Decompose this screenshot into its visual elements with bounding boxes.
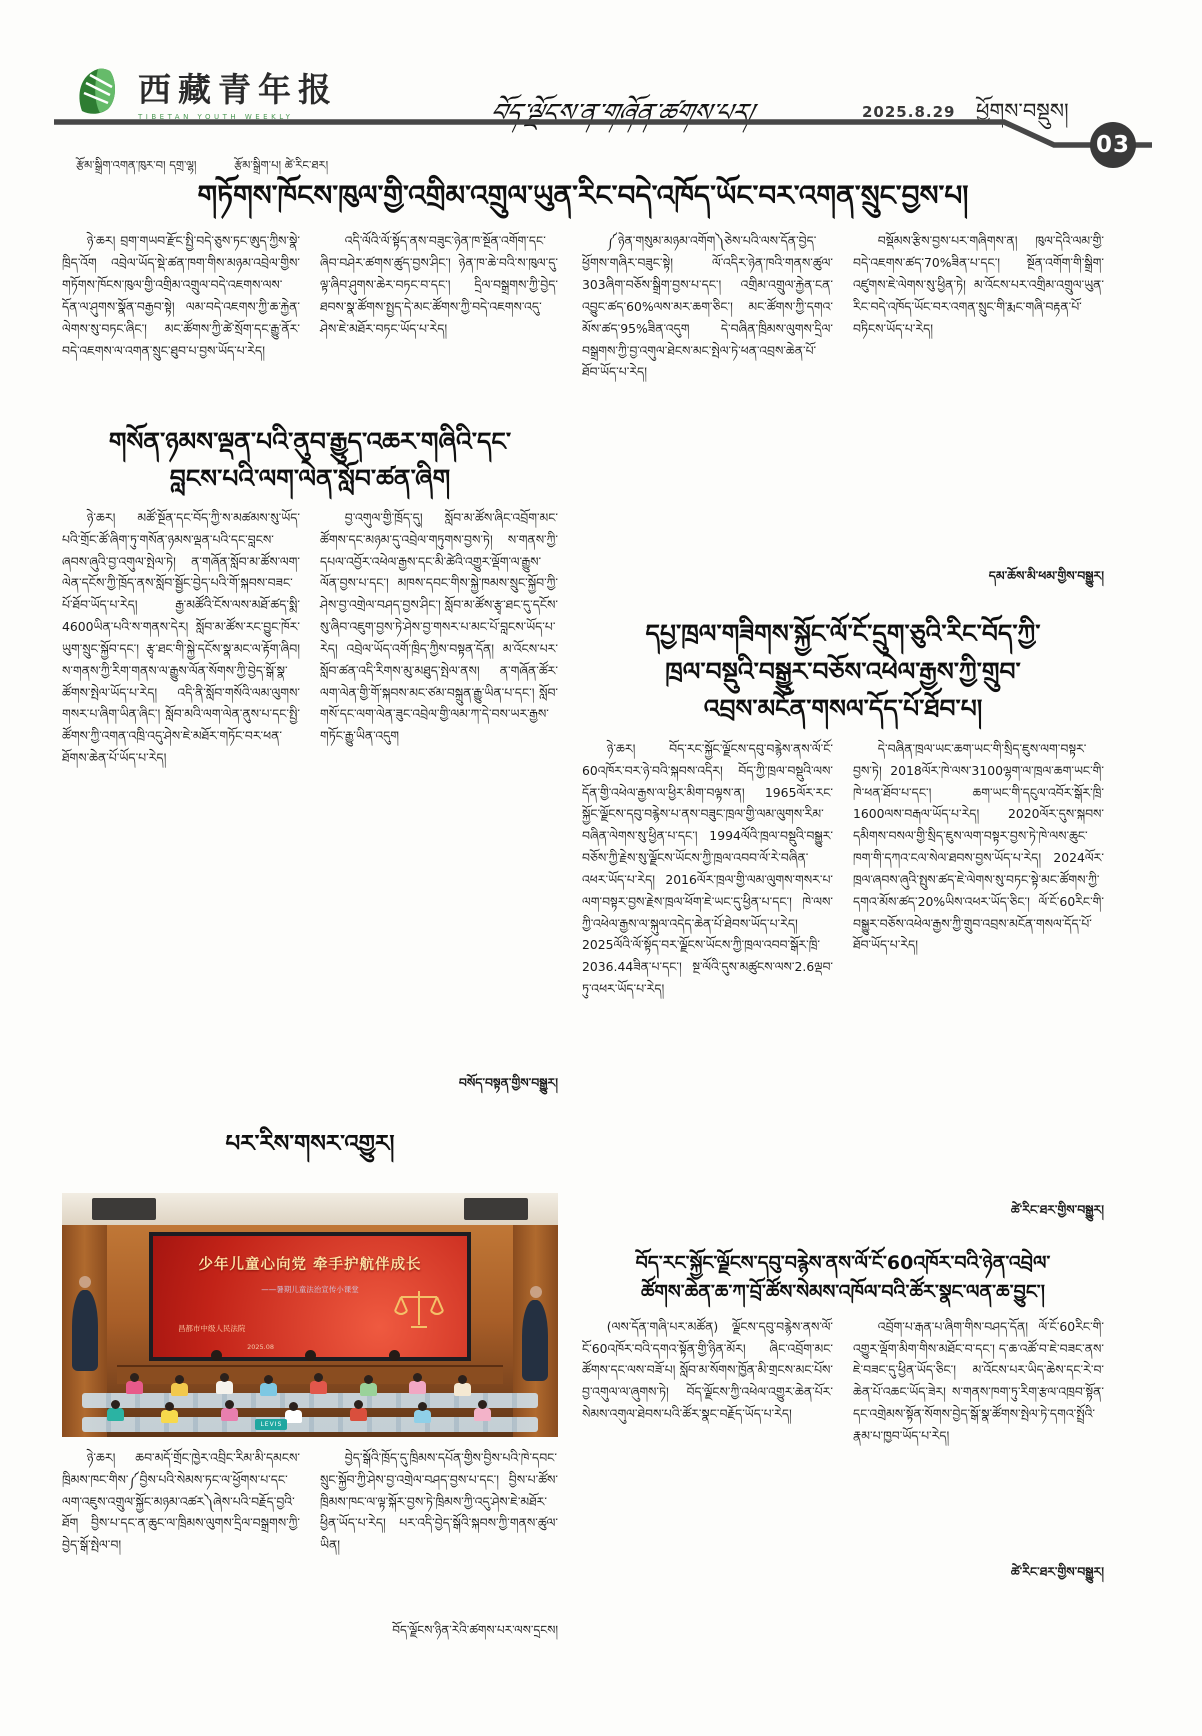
article-a-paragraph: ༼ཉེན་གསུམ་མཉམ་འགོག༽ཅེས་པའི་ལས་དོན་བྱེད་ཕྱོགས་གཞིར་བཟུང་སྟེ། ལོ་འདིར་ཉེན་ཁའི་གནས་ཚུལ་303ཞིག་བཅོས་སྒྲིག་བྱས་པ་དང་། འགྲིམ་འགྲུལ་རྐྱེན་ངན་འབྱུང་ཚད་60%ལས་མར་ཆག་ཅིང་། མང་ཚོགས་ཀྱི་དགའ་མོས་ཚད་95%ཟིན་འདུག དེ་བཞིན་ཁྲིམས་ལུགས་དྲིལ་བསྒྲགས་ཀྱི་བྱ་འགུལ་ཐེངས་མང་སྤེལ་ཏེ་ཕན་འབྲས་ཆེན་པོ་ཐོབ་ཡོད་པ་རེད།	[582, 233, 833, 380]
article-c-headline-line3: འབྲས་མངོན་གསལ་དོད་པོ་ཐོབ་པ།	[703, 694, 983, 724]
article-d-paragraph: འབྲོག་པ་རྒན་པ་ཞིག་གིས་བཤད་དོན། ལོ་ངོ་60རིང་གི་འགྱུར་ལྡོག་མིག་གིས་མཐོང་བ་དང་། ད་ཆ་འཚོ་བ་ཇེ་བཟང་ནས་ཇེ་བཟང་དུ་ཕྱིན་ཡོད་ཅིང་། མ་འོངས་པར་ཡིད་ཆེས་དང་རེ་བ་ཆེན་པོ་འཆང་ཡོད་ཟེར། ས་གནས་ཁག་ཏུ་རིག་རྩལ་འཁྲབ་སྟོན་དང་འགྲེམས་སྟོན་སོགས་བྱེད་སྒོ་སྣ་ཚོགས་སྤེལ་ཏེ་དགའ་སྤྲོའི་རྣམ་པ་ཁྱབ་ཡོད་པ་རེད།	[853, 1318, 1104, 1443]
article-b-headline-line1: གསོན་ཉམས་ལྡན་པའི་ནུབ་རྒྱུད་འཆར་གཞིའི་དང་	[108, 427, 512, 457]
news-photo	[62, 1193, 558, 1437]
section-label: ཕྱོགས་བསྡུས།	[976, 99, 1069, 123]
masthead-tibetan-script: བོད་ལྗོངས་ན་གཞོན་ཚགས་པར།	[486, 98, 757, 127]
article-c-byline: ཚེ་རིང་ཐར་གྱིས་བསྒྱུར།	[1010, 1201, 1104, 1217]
article-b-paragraph: བྱ་འགུལ་གྱི་ཁྲོད་དུ། སློབ་མ་ཚོས་ཞིང་འབྲོག་མང་ཚོགས་དང་མཉམ་དུ་འབྲེལ་གཏུགས་བྱས་ཏེ། ས་གནས་ཀྱི་དཔལ་འབྱོར་འཕེལ་རྒྱས་དང་མི་ཚེའི་འགྱུར་ལྡོག་ལ་རྒྱུས་ལོན་བྱས་པ་དང་། མཁས་དབང་གིས་སྐྱེ་ཁམས་སྲུང་སྐྱོབ་ཀྱི་ཤེས་བྱ་འགྲེལ་བཤད་བྱས་ཤིང་། སློབ་མ་ཚོས་རྩྭ་ཐང་དུ་དངོས་སུ་ཞིབ་འཇུག་བྱས་ཏེ་ཤེས་བྱ་གསར་པ་མང་པོ་བླངས་ཡོད་པ་རེད། འབྲེལ་ཡོད་འགོ་ཁྲིད་ཀྱིས་བསྟན་དོན། མ་འོངས་པར་སློབ་ཚན་འདི་རིགས་མུ་མཐུད་སྤེལ་ནས། ན་གཞོན་ཚོར་ལག་ལེན་གྱི་གོ་སྐབས་མང་ཙམ་བསྐྲུན་རྒྱུ་ཡིན་པ་དང་། སློབ་གསོ་དང་ལག་ལེན་ཟུང་འབྲེལ་གྱི་ལམ་ཀ་དེ་བས་ཡར་རྒྱས་གཏོང་རྒྱུ་ཡིན་འདུག	[320, 509, 558, 744]
photo-source: བོད་ལྗོངས་ཉིན་རེའི་ཚགས་པར་ལས་དྲངས།	[392, 1622, 558, 1637]
right-half	[582, 230, 1104, 1651]
masthead-logo	[70, 64, 338, 121]
publication-date: 2025.8.29	[862, 103, 956, 121]
seated-official	[211, 1350, 222, 1361]
audience-child	[409, 1381, 426, 1394]
audience-child	[171, 1383, 188, 1396]
court-name: 昌都市中级人民法院	[177, 1324, 246, 1334]
article-c-headline	[582, 615, 1104, 728]
article-d-headline	[582, 1249, 1104, 1308]
screen-date: 2025.08	[247, 1342, 274, 1351]
vent-grille	[92, 1198, 156, 1220]
audience-child	[350, 1408, 367, 1421]
article-a-paragraph: ཉེ་ཆར། བྲག་གཡབ་རྫོང་སྤྱི་བདེ་ཅུས་ཏང་ཨུད་ཀྱིས་སྣེ་ཁྲིད་འོག འབྲེལ་ཡོད་སྡེ་ཚན་ཁག་གིས་མཉམ་འབྲེལ་གྱིས་གཏོགས་ཁོངས་ཁུལ་གྱི་འགྲིམ་འགྲུལ་བདེ་འཇགས་ལས་དོན་ལ་ཤུགས་སྣོན་བརྒྱབ་སྟེ། ལམ་བདེ་འཇགས་ཀྱི་ཆ་རྐྱེན་ལེགས་སུ་བཏང་ཞིང་། མང་ཚོགས་ཀྱི་ཚེ་སྲོག་དང་རྒྱུ་ནོར་བདེ་འཇགས་ལ་འགན་སྲུང་ཐུབ་པ་བྱས་ཡོད་པ་རེད།	[62, 233, 300, 358]
led-screen	[149, 1232, 471, 1361]
editor-chief-credit: རྩོམ་སྒྲིག་འགན་ཁུར་བ། དགྲ་ལྷ།	[76, 158, 197, 172]
scales-of-justice-icon	[393, 1287, 445, 1333]
article-d-headline-line2: ཚོགས་ཆེན་ཆ་ཀ་བྲོ་ཚོས་སེམས་འཁོལ་བའི་ཚོར་སྣང་ལན་ཆ་བྱུང་།	[640, 1281, 1046, 1304]
banner-subtitle: ——暑期儿童法治宣传小课堂	[261, 1285, 359, 1295]
article-d-headline-line1: བོད་རང་སྐྱོང་ལྗོངས་དབུ་བརྙེས་ནས་ལོ་ངོ་60འཁོར་བའི་ཉེན་འབྲེལ་	[635, 1251, 1051, 1274]
chair-row	[82, 1417, 538, 1432]
audience-child	[360, 1383, 377, 1396]
banner-title: 少年儿童心向党 牵手护航伴成长	[198, 1256, 422, 1273]
shirt-text: LEVIS	[255, 1419, 287, 1430]
audience-child	[126, 1381, 143, 1394]
vent-grille	[464, 1198, 528, 1220]
editor-credit: རྩོམ་སྒྲིག་པ། ཚེ་རིང་ཐར།	[234, 158, 329, 172]
audience-child	[221, 1408, 238, 1421]
caption-paragraph: བྱེད་སྒོའི་ཁྲོད་དུ་ཁྲིམས་དཔོན་གྱིས་བྱིས་པའི་ཁེ་དབང་སྲུང་སྐྱོབ་ཀྱི་ཤེས་བྱ་འགྲེལ་བཤད་བྱས་པ་དང་། བྱིས་པ་ཚོས་ཁྲིམས་ཁང་ལ་ལྟ་སྐོར་བྱས་ཏེ་ཁྲིམས་ཀྱི་འདུ་ཤེས་ཇེ་མཐོར་ཕྱིན་ཡོད་པ་རེད། པར་འདི་བྱེད་སྒོའི་སྐབས་ཀྱི་གནས་ཚུལ་ཡིན།	[320, 1449, 558, 1553]
article-a-body-left	[62, 230, 558, 408]
article-c-headline-line2: ཁྲལ་བསྡུའི་བསྒྱུར་བཅོས་འཕེལ་རྒྱས་ཀྱི་གྲུབ་	[665, 656, 1021, 686]
audience-child	[310, 1381, 327, 1394]
newspaper-name-en: TIBETAN YOUTH WEEKLY	[138, 113, 294, 121]
page-number-badge: 03	[1090, 122, 1136, 168]
article-c-headline-line1: དཔྱ་ཁྲལ་གཟིགས་སྐྱོང་ལོ་ངོ་དྲུག་ཅུའི་རིང་བོད་ཀྱི་	[645, 619, 1041, 649]
article-b-paragraph: ཉེ་ཆར། མཚོ་སྔོན་དང་བོད་ཀྱི་ས་མཚམས་སུ་ཡོད་པའི་གྲོང་ཚོ་ཞིག་ཏུ་གསོན་ཉམས་ལྡན་པའི་དང་བླངས་ཞབས་ཞུའི་བྱ་འགུལ་སྤེལ་ཏེ། ན་གཞོན་སློབ་མ་ཚོས་ལག་ལེན་དངོས་ཀྱི་ཁྲོད་ནས་སློབ་སྦྱོང་བྱེད་པའི་གོ་སྐབས་བཟང་པོ་ཐོབ་ཡོད་པ་རེད། རྒྱ་མཚོའི་ངོས་ལས་མཐོ་ཚད་སྨི་4600ཡིན་པའི་ས་གནས་དེར། སློབ་མ་ཚོས་རང་བྱུང་ཁོར་ཡུག་སྲུང་སྐྱོབ་དང་། རྩྭ་ཐང་གི་སྐྱེ་དངོས་སྣ་མང་ལ་རྟོག་ཞིབ། ས་གནས་ཀྱི་རིག་གནས་ལ་རྒྱུས་ལོན་སོགས་ཀྱི་བྱེད་སྒོ་སྣ་ཚོགས་སྤེལ་ཡོད་པ་རེད། འདི་ནི་སློབ་གསོའི་ལམ་ལུགས་གསར་པ་ཞིག་ཡིན་ཞིང་། སློབ་མའི་ལག་ལེན་ནུས་པ་དང་སྤྱི་ཚོགས་ཀྱི་འགན་འཁྲི་འདུ་ཤེས་ཇེ་མཐོར་གཏོང་བར་ཕན་ཐོགས་ཆེན་པོ་ཡོད་པ་རེད།	[62, 509, 300, 765]
newspaper-name-cn: 西藏青年报	[138, 70, 338, 109]
audience-child	[260, 1383, 277, 1396]
audience-child	[414, 1410, 431, 1423]
audience-child	[285, 1410, 302, 1423]
audience-child	[107, 1408, 124, 1421]
photo-caption	[62, 1447, 558, 1615]
article-c-body	[582, 738, 1104, 1190]
photo-news-section-title: པར་རིས་གསར་འགྱུར།	[225, 1130, 395, 1157]
standing-officer	[522, 1300, 548, 1381]
article-c-paragraph: ཉེ་ཆར། བོད་རང་སྐྱོང་ལྗོངས་དབུ་བརྙེས་ནས་ལོ་ངོ་60འཁོར་བར་ཉེ་བའི་སྐབས་འདིར། བོད་ཀྱི་ཁྲལ་བསྡུའི་ལས་དོན་གྱི་འཕེལ་རྒྱས་ལ་ཕྱིར་མིག་བལྟས་ན། 1965ལོར་རང་སྐྱོང་ལྗོངས་དབུ་བརྙེས་པ་ནས་བཟུང་ཁྲལ་གྱི་ལམ་ལུགས་རིམ་བཞིན་ལེགས་སུ་ཕྱིན་པ་དང་། 1994ལོའི་ཁྲལ་བསྡུའི་བསྒྱུར་བཅོས་ཀྱི་རྗེས་སུ་ལྗོངས་ཡོངས་ཀྱི་ཁྲལ་འབབ་ལོ་རེ་བཞིན་འཕར་ཡོད་པ་རེད། 2016ལོར་ཁྲལ་གྱི་ལམ་ལུགས་གསར་པ་ལག་བསྟར་བྱས་རྗེས་ཁྲལ་ཕོག་ཇེ་ཡང་དུ་ཕྱིན་པ་དང་། ཁེ་ལས་ཀྱི་འཕེལ་རྒྱས་ལ་སྐུལ་འདེད་ཆེན་པོ་ཐེབས་ཡོད་པ་རེད། 2025ལོའི་ལོ་སྟོད་བར་ལྗོངས་ཡོངས་ཀྱི་ཁྲལ་འབབ་སྒོར་ཁྲི་2036.44ཟིན་པ་དང་། སྔ་ལོའི་དུས་མཚུངས་ལས་2.6ལྡབ་ཏུ་འཕར་ཡོད་པ་རེད།	[582, 740, 833, 996]
article-b-headline	[62, 424, 558, 497]
article-d-byline: ཚེ་རིང་ཐར་གྱིས་བསྒྱུར།	[1010, 1563, 1104, 1579]
article-a-byline: དམ་ཆོས་མི་ཕམ་གྱིས་བསྒྱུར།	[988, 568, 1104, 584]
article-a-paragraph: བསྡོམས་རྩིས་བྱས་པར་གཞིགས་ན། ཁུལ་དེའི་ལམ་གྱི་བདེ་འཇགས་ཚད་70%ཟིན་པ་དང་། སྔོན་འགོག་གི་སྒྲིག་འཛུགས་ཇེ་ལེགས་སུ་ཕྱིན་ཏེ། མ་འོངས་པར་འགྲིམ་འགྲུལ་ཡུན་རིང་བདེ་འཁོད་ཡོང་བར་འགན་སྲུང་གི་རྨང་གཞི་བརྟན་པོ་བཏིངས་ཡོད་པ་རེད།	[853, 233, 1104, 336]
article-a-headline: གཏོགས་ཁོངས་ཁུལ་གྱི་འགྲིམ་འགྲུལ་ཡུན་རིང་བདེ་འཁོད་ཡོང་བར་འགན་སྲུང་བྱས་པ།	[197, 179, 969, 212]
audience-child	[454, 1383, 471, 1396]
header-rule	[54, 115, 1154, 157]
article-d-body	[582, 1316, 1104, 1552]
audience-child	[161, 1410, 178, 1423]
caption-paragraph: ཉེ་ཆར། ཆབ་མདོ་གྲོང་ཁྱེར་འབྲིང་རིམ་མི་དམངས་ཁྲིམས་ཁང་གིས་༼བྱིས་པའི་སེམས་ཏང་ལ་ཕྱོགས་པ་དང་ལག་འཇུས་འགྲུལ་སྐྱོང་མཉམ་འཚར༽ཞེས་པའི་བརྗོད་བྱའི་ཐོག བྱིས་པ་དང་ན་ཆུང་ལ་ཁྲིམས་ལུགས་དྲིལ་བསྒྲགས་ཀྱི་བྱེད་སྒོ་སྤེལ་བ།	[62, 1449, 300, 1553]
article-b-body	[62, 507, 558, 1063]
article-b-headline-line2: བླངས་པའི་ལག་ལེན་སློབ་ཚན་ཞིག	[169, 463, 451, 493]
leaf-logo-icon	[70, 65, 126, 121]
content-area	[62, 178, 1104, 1651]
article-b-byline: བསོད་བསྟན་གྱིས་བསྒྱུར།	[458, 1074, 558, 1090]
left-half	[62, 230, 558, 1651]
audience-child	[216, 1381, 233, 1394]
article-d-paragraph: (ལས་དོན་གཞི་པར་མཚོན) ལྗོངས་དབུ་བརྙེས་ནས་ལོ་ངོ་60འཁོར་བའི་དགའ་སྟོན་གྱི་ཉིན་མོར། ཞིང་འབྲོག་མང་ཚོགས་དང་ལས་བཟོ་པ། སློབ་མ་སོགས་ཁྱོན་མི་གྲངས་མང་པོས་བྱ་འགུལ་ལ་ཞུགས་ཏེ། བོད་ལྗོངས་ཀྱི་འཕེལ་འགྱུར་ཆེན་པོར་སེམས་འགུལ་ཐེབས་པའི་ཚོར་སྣང་བརྗོད་ཡོད་པ་རེད།	[582, 1318, 833, 1422]
audience-child	[474, 1408, 491, 1421]
standing-officer	[72, 1290, 98, 1371]
article-a-body-right	[582, 230, 1104, 556]
article-a-paragraph: འདི་ལོའི་ལོ་སྟོད་ནས་བཟུང་ཉེན་ཁ་སྔོན་འགོག་དང་ཞིབ་བཤེར་ཚགས་ཚུད་བྱས་ཤིང་། ཉེན་ཁ་ཆེ་བའི་ས་ཁུལ་དུ་ལྟ་ཞིབ་ཤུགས་ཆེར་བཏང་བ་དང་། དྲིལ་བསྒྲགས་ཀྱི་བྱེད་ཐབས་སྣ་ཚོགས་སྤྱད་དེ་མང་ཚོགས་ཀྱི་བདེ་འཇགས་འདུ་ཤེས་ཇེ་མཐོར་བཏང་ཡོད་པ་རེད།	[320, 233, 558, 336]
article-c-paragraph: དེ་བཞིན་ཁྲལ་ཡང་ཆག་ཡང་གི་སྲིད་ཇུས་ལག་བསྟར་བྱས་ཏེ། 2018ལོར་ཁེ་ལས་3100ལྷག་ལ་ཁྲལ་ཆག་ཡང་གི་ཁེ་ཕན་ཐོབ་པ་དང་། ཆག་ཡང་གི་དངུལ་འབོར་སྒོར་ཁྲི་1600ལས་བརྒལ་ཡོད་པ་རེད། 2020ལོར་དུས་སྐབས་དམིགས་བསལ་གྱི་སྲིད་ཇུས་ལག་བསྟར་བྱས་ཏེ་ཁེ་ལས་ཆུང་ཁག་གི་དཀའ་ངལ་སེལ་ཐབས་བྱས་ཡོད་པ་རེད། 2024ལོར་ཁྲལ་ཞབས་ཞུའི་སྤུས་ཚད་ཇེ་ལེགས་སུ་བཏང་སྟེ་མང་ཚོགས་ཀྱི་དགའ་མོས་ཚད་20%ཡིས་འཕར་ཡོད་ཅིང་། ལོ་ངོ་60རིང་གི་བསྒྱུར་བཅོས་འཕེལ་རྒྱས་ཀྱི་གྲུབ་འབྲས་མངོན་གསལ་དོད་པོ་ཐོབ་ཡོད་པ་རེད།	[853, 740, 1104, 953]
